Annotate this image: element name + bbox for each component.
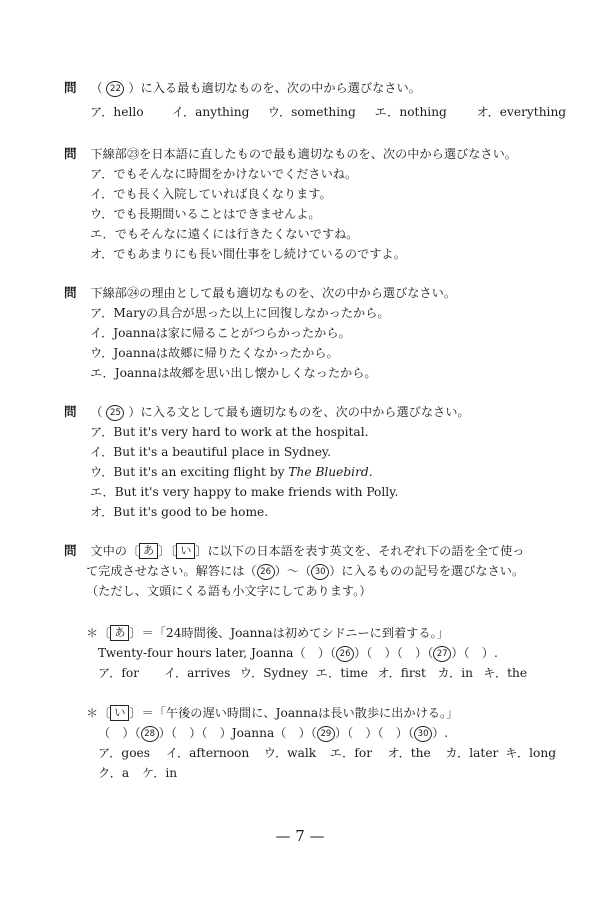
blank-number-circle: 29 [317,726,335,742]
option: エ．nothing [374,105,447,119]
option: ウ．でも長期間いることはできませんよ。 [90,207,321,221]
option: ウ．Joannaは故郷に帰りたくなかったから。 [90,346,339,360]
part-a-choices [98,665,527,681]
word-choice: カ．in [437,666,474,680]
page-number: — 7 — [275,827,325,845]
blank-box-a: あ [139,543,158,559]
question-marker: 問 [64,285,77,300]
blank-number-circle: 26 [336,646,354,662]
question-stem: ）に入る最も適切なものを、次の中から選びなさい。 [128,81,421,95]
blank-box-i: い [110,705,129,721]
word-choice: キ．long [505,746,557,760]
word-choice: ウ．walk [263,746,317,760]
part-i-prompt: ＊〔 い 〕＝「午後の遅い時間に、Joannaは長い散歩に出かける。」 [86,706,459,720]
option: オ．everything [476,105,567,119]
blank-number-circle: 25 [106,405,124,421]
exam-page: 問 （ 22 ）に入る最も適切なものを、次の中から選びなさい。 ア．hello イ．anything ウ．something エ．nothing オ．everything 問 下線部㉓を日本語に直したもので最も適切なものを、次の中から選びなさい。 ア．でもそんなに時間をかけないでくださいね。 イ．でも長く入院していれば良くなります。 ウ．でも長期間いることはできませんよ。 エ．でもそんなに遠くには行きたくないですね。 オ．でもあまりにも長い間仕事をし続けているのですよ。 問 下線部㉔の理由として最も適切なものを、次の中から選びなさい。 ア．Maryの具合が思った以上に回復しなかったから。 イ．Joannaは家に帰ることがつらかったから。 ウ．Joannaは故郷に帰りたくなかったから。 エ．Joannaは故郷を思い出し懐かしくなったから。 問 （ 25 ）に入る文として最も適切なものを、次の中から選びなさい。 ア．But it's very hard to work at the hospital. イ．But it's a beautiful place in Sydney. ウ．But it's an exciting flight by The Bluebird. エ．But it's very happy to make friends with Polly. オ．But it's good to be home. 問 文中の〔 あ 〕〔 い 〕に以下の日本語を表す英文を、それぞれ下の語を全て使っ て完成させなさい。解答には（ 26 ）～（ 30 ）に入るものの記号を選びなさい。 （ただし、文頭にくる語も小文字にしてあります。） ＊〔 あ 〕＝「24時間後、Joannaは初めてシドニーに到着する。」 Twenty-four hours later, Joanna（ ）（ 26 ）（ ）（ ）（ 27 ）（ ）. ア．for イ．arrives ウ．Sydney エ．time オ．first カ．in キ．the ＊〔 い 〕＝「午後の遅い時間に、Joannaは長い散歩に出かける。」 （ ）（ 28 ）（ ）（ ）Joanna（ ）（ 29 ）（ ）（ ）（ 30 ）. ア．goes イ．afternoon ウ．walk エ．for オ．the カ．later キ．long ク．a ケ．in — 7 — [0,0,600,900]
part-a-prompt: ＊〔 あ 〕＝「24時間後、Joannaは初めてシドニーに到着する。」 [86,626,449,640]
word-choice: エ．for [329,746,373,760]
part-i-choices-row2 [98,765,177,781]
blank-number-circle: 27 [433,646,451,662]
part-i-sentence: （ ）（ 28 ）（ ）（ ）Joanna（ ）（ 29 ）（ ）（ ）（ 30 ）. [98,726,449,740]
blank-box-i: い [176,543,195,559]
option: ア．Maryの具合が思った以上に回復しなかったから。 [90,306,390,320]
question-stem: 下線部㉓を日本語に直したもので最も適切なものを、次の中から選びなさい。 [90,147,517,161]
blank-number-circle: 30 [414,726,432,742]
question-stem: 下線部㉔の理由として最も適切なものを、次の中から選びなさい。 [90,286,457,300]
word-choice: オ．first [377,666,426,680]
option: イ．But it's a beautiful place in Sydney. [90,445,332,459]
word-choice: キ．the [483,666,528,680]
option: オ．But it's good to be home. [90,505,269,519]
word-choice: ウ．Sydney [239,666,309,680]
option: エ．But it's very happy to make friends with Polly. [90,485,399,499]
word-choice: イ．arrives [163,666,231,680]
part-a-sentence: Twenty-four hours later, Joanna（ ）（ 26 ）（ ）（ ）（ 27 ）（ ）. [98,646,498,660]
blank-number-circle: 28 [141,726,159,742]
blank-box-a: あ [110,625,129,641]
word-choice: オ．the [387,746,431,760]
part-i-choices [98,745,556,761]
note: （ただし、文頭にくる語も小文字にしてあります。） [86,584,372,598]
option: ア．hello [90,105,144,119]
option: ア．でもそんなに時間をかけないでくださいね。 [90,167,358,181]
option: エ．Joannaは故郷を思い出し懐かしくなったから。 [90,366,377,380]
option: ア．But it's very hard to work at the hospital. [90,425,369,439]
question-marker: 問 [64,543,77,558]
question-marker: 問 [64,146,77,161]
question-marker: 問 [64,404,77,419]
word-choice: エ．time [315,666,368,680]
word-choice: カ．later [445,746,499,760]
option: ウ．something [267,105,356,119]
option: イ．anything [171,105,250,119]
italic-title: The Bluebird. [288,465,373,479]
blank-number-circle: 30 [311,564,329,580]
option: エ．でもそんなに遠くには行きたくないですね。 [90,227,359,241]
word-choice: ク．a [98,766,130,780]
option: ウ．But it's an exciting flight by The Bluebird. [90,465,373,479]
blank-number-circle: 22 [106,81,124,97]
question-marker: 問 [64,80,77,95]
blank-number-circle: 26 [257,564,275,580]
word-choice: イ．afternoon [165,746,250,760]
word-choice: ア．goes [98,746,151,760]
option: イ．Joannaは家に帰ることがつらかったから。 [90,326,351,340]
question-stem: ）に入る文として最も適切なものを、次の中から選びなさい。 [128,405,470,419]
option: イ．でも長く入院していれば良くなります。 [90,187,332,201]
option: オ．でもあまりにも長い間仕事をし続けているのですよ。 [90,247,406,261]
word-choice: ケ．in [141,766,178,780]
word-choice: ア．for [98,666,140,680]
